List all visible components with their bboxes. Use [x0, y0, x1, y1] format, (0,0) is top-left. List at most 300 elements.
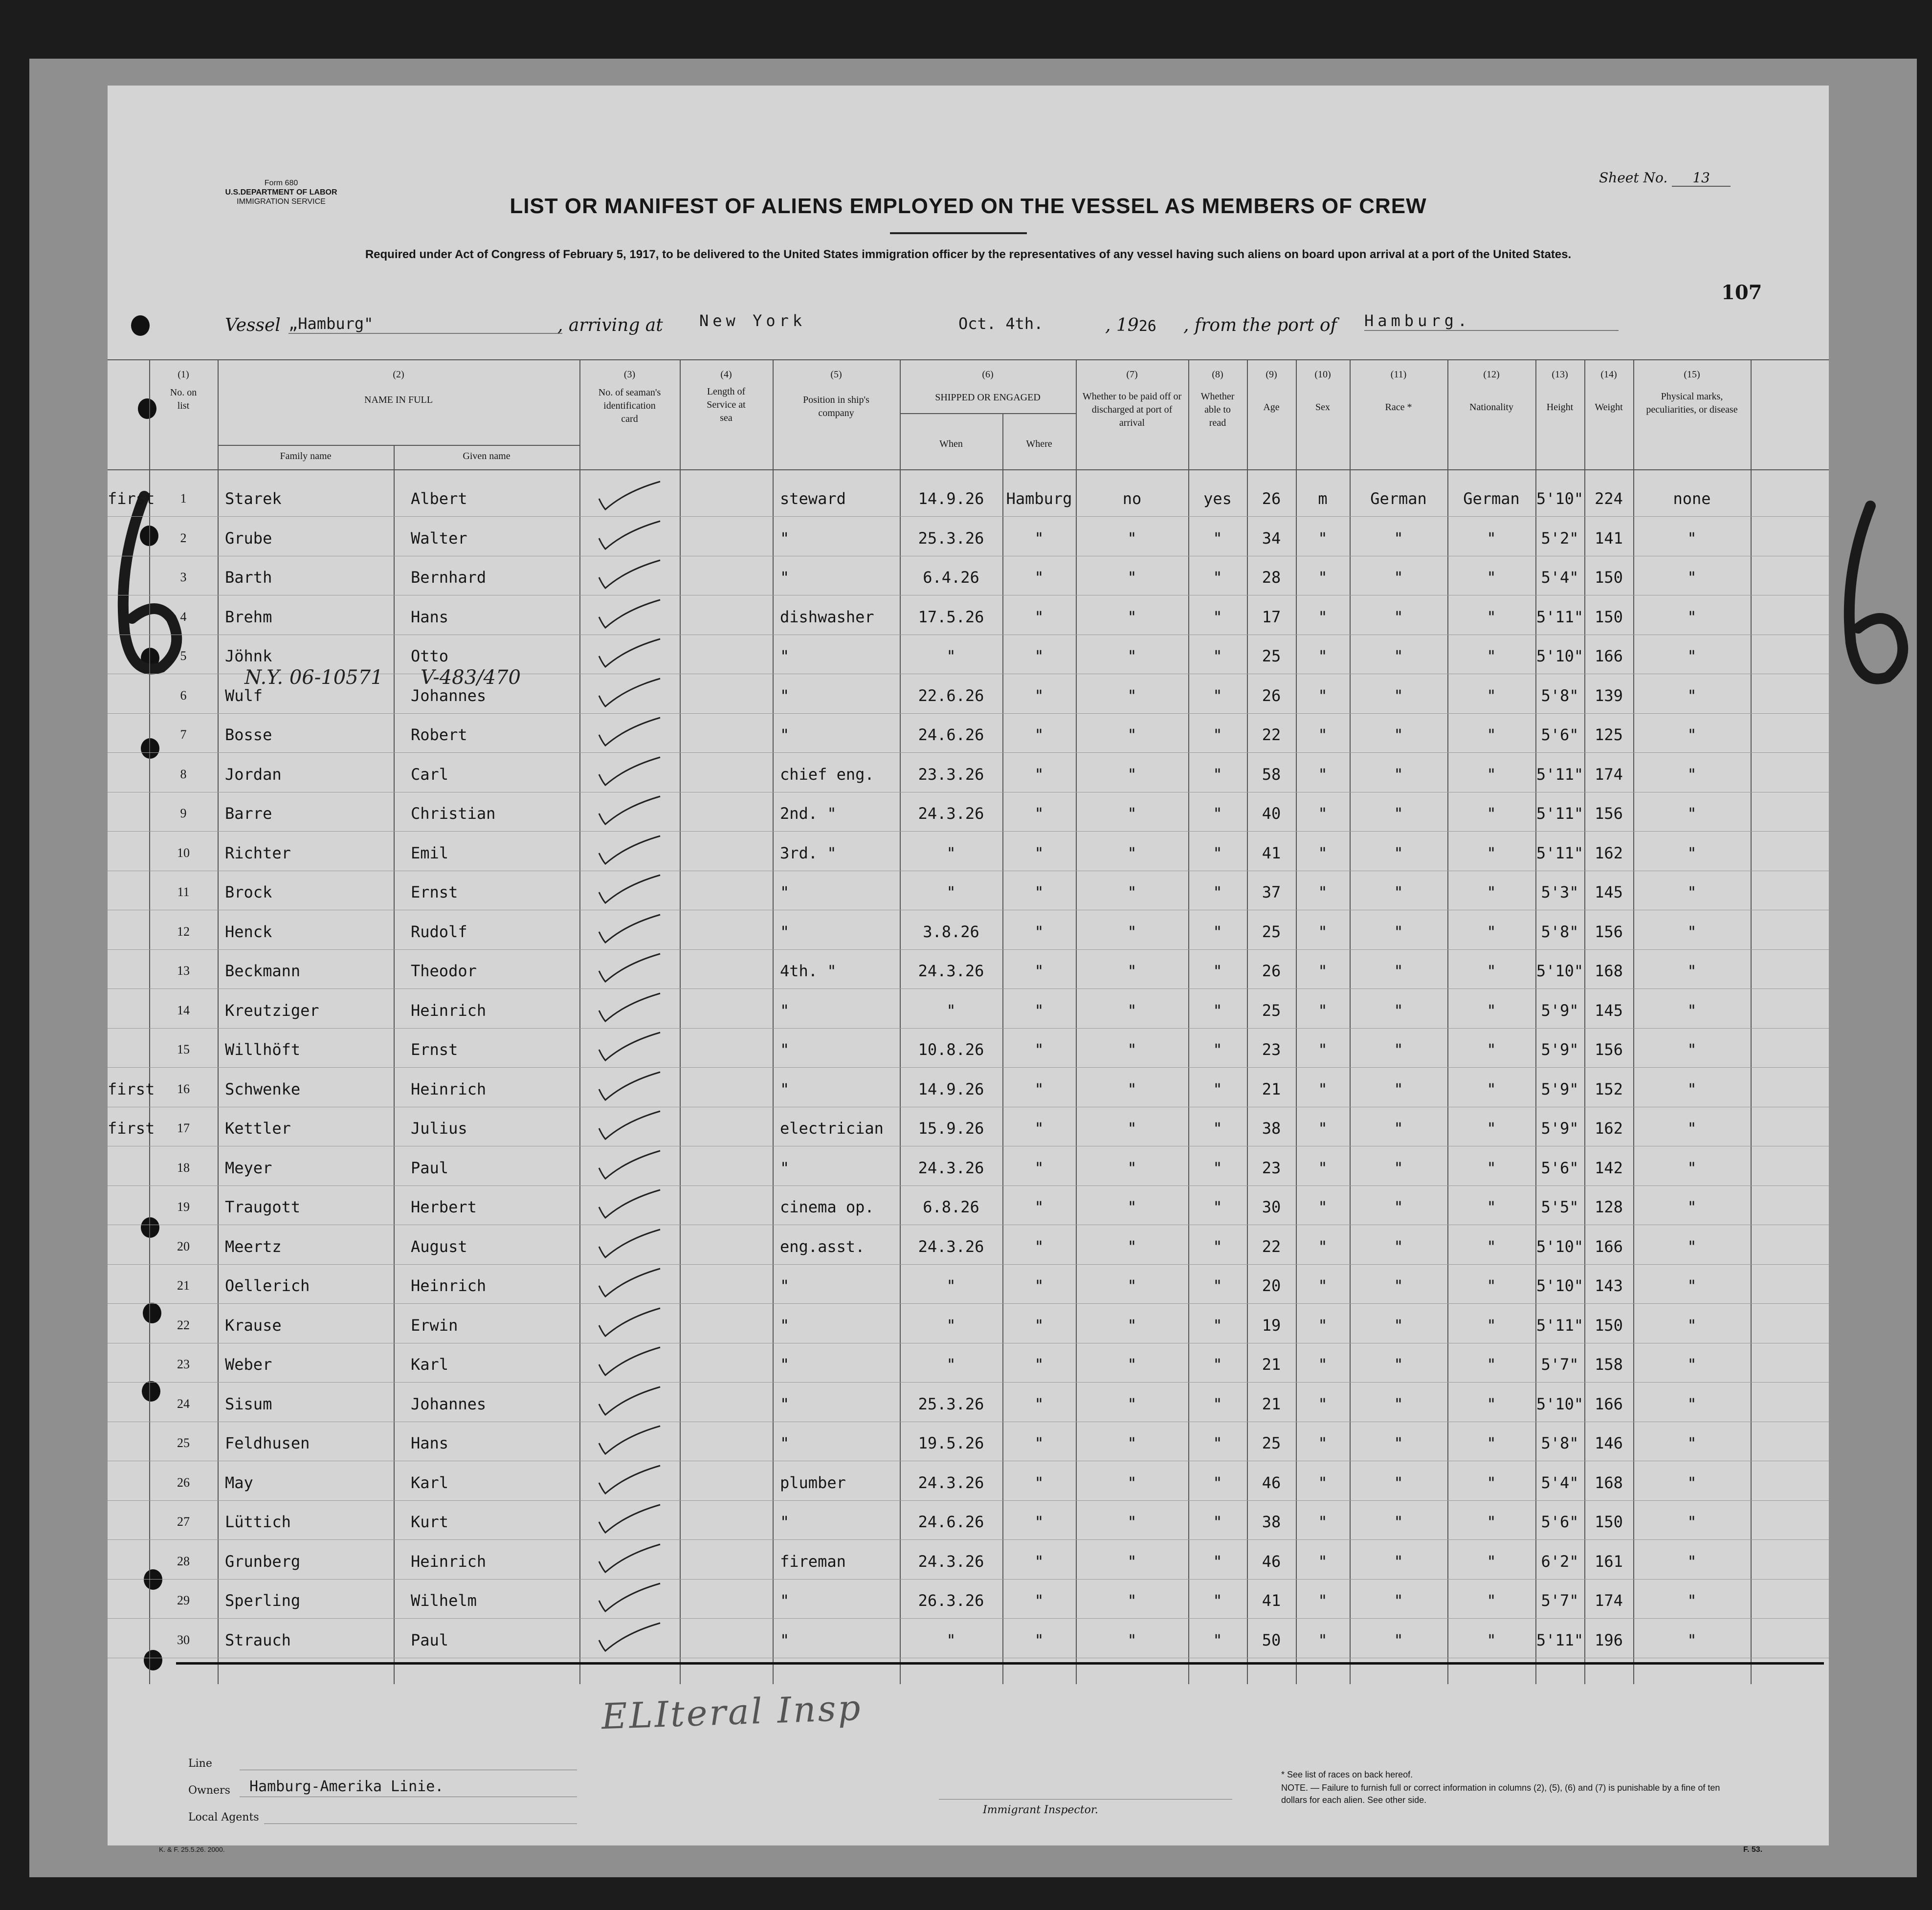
checkmark-icon — [597, 991, 650, 1020]
col-number: (4) — [720, 369, 732, 380]
weight: 150 — [1595, 1513, 1623, 1531]
col-label: Weight — [1595, 402, 1623, 413]
age: 37 — [1262, 883, 1281, 901]
row-rule — [108, 988, 1829, 989]
checkmark-icon — [597, 715, 650, 745]
checkmark-icon — [597, 1187, 650, 1217]
height: 5'10" — [1536, 647, 1584, 665]
shipped-where: " — [1034, 1237, 1044, 1256]
nationality: " — [1487, 1316, 1496, 1335]
weight: 139 — [1595, 686, 1623, 705]
title-underline — [890, 232, 1027, 234]
given-name: Herbert — [411, 1198, 477, 1216]
paid-off: " — [1127, 1630, 1137, 1649]
shipped-where: " — [1034, 607, 1044, 626]
able-to-read: " — [1213, 1552, 1222, 1571]
row-number: 17 — [177, 1121, 190, 1135]
race: " — [1394, 765, 1403, 784]
given-name: Rudolf — [411, 922, 467, 941]
height: 5'11" — [1536, 1630, 1584, 1649]
local-agents-label: Local Agents — [188, 1811, 259, 1823]
row-number: 18 — [177, 1160, 190, 1175]
sex: " — [1318, 804, 1328, 823]
col-number: (8) — [1212, 369, 1223, 380]
row-rule — [108, 1618, 1829, 1619]
position: " — [780, 725, 790, 744]
checkmark-icon — [597, 1424, 650, 1453]
able-to-read: " — [1213, 1040, 1222, 1059]
sex: " — [1318, 1591, 1328, 1610]
col-label: Nationality — [1469, 402, 1513, 413]
position: electrician — [780, 1119, 884, 1138]
race: " — [1394, 1001, 1403, 1020]
shipped-where: " — [1034, 1513, 1044, 1531]
from-port-label: , from the port of — [1183, 315, 1337, 335]
sex: " — [1318, 1394, 1328, 1413]
margin-note — [108, 799, 149, 828]
age: 21 — [1262, 1079, 1281, 1098]
weight: 166 — [1595, 1237, 1623, 1256]
physical-marks: none — [1673, 489, 1711, 508]
weight: 145 — [1595, 883, 1623, 901]
nationality: " — [1487, 1040, 1496, 1059]
sex: " — [1318, 528, 1328, 548]
weight: 166 — [1595, 1394, 1623, 1413]
nationality: " — [1487, 686, 1496, 705]
checkmark-icon — [597, 1109, 650, 1138]
vessel-name: „Hamburg" — [289, 314, 562, 334]
shipped-where: " — [1034, 1158, 1044, 1177]
given-name: Ernst — [411, 1040, 458, 1059]
col-number: (1) — [178, 369, 189, 380]
table-row — [108, 1192, 1829, 1222]
weight: 150 — [1595, 1316, 1623, 1335]
handwritten-card-note: V-483/470 — [421, 666, 521, 689]
table-row — [108, 484, 1829, 513]
margin-note — [108, 1192, 149, 1222]
race: " — [1394, 568, 1403, 587]
row-rule — [108, 752, 1829, 753]
position: " — [780, 1355, 790, 1374]
row-number: 9 — [180, 806, 187, 820]
given-name: Heinrich — [411, 1079, 487, 1098]
table-row — [108, 917, 1829, 946]
race: " — [1394, 922, 1403, 941]
race: " — [1394, 883, 1403, 901]
given-name: Paul — [411, 1630, 449, 1649]
able-to-read: " — [1213, 1473, 1222, 1492]
able-to-read: " — [1213, 922, 1222, 941]
age: 19 — [1262, 1316, 1281, 1335]
sex: " — [1318, 962, 1328, 980]
table-row — [108, 602, 1829, 632]
paid-off: " — [1127, 647, 1137, 665]
margin-note — [108, 838, 149, 868]
race: German — [1370, 489, 1427, 508]
checkmark-icon — [597, 1266, 650, 1295]
physical-marks: " — [1687, 1473, 1697, 1492]
given-name: Theodor — [411, 962, 477, 980]
given-name: Otto — [411, 647, 449, 665]
paid-off: " — [1127, 922, 1137, 941]
given-name: Bernhard — [411, 568, 487, 587]
checkmark-icon — [597, 794, 650, 823]
sex: " — [1318, 883, 1328, 901]
row-rule — [108, 949, 1829, 950]
family-name: Bosse — [225, 725, 272, 744]
sex: " — [1318, 725, 1328, 744]
sex: " — [1318, 686, 1328, 705]
row-number: 23 — [177, 1357, 190, 1371]
physical-marks: " — [1687, 607, 1697, 626]
given-name: Hans — [411, 1434, 449, 1452]
col-header-position — [773, 368, 900, 420]
race: " — [1394, 1198, 1403, 1216]
height: 5'9" — [1541, 1040, 1579, 1059]
able-to-read: yes — [1203, 489, 1232, 508]
margin-note — [108, 720, 149, 749]
table-row — [108, 1389, 1829, 1419]
height: 5'3" — [1541, 883, 1579, 901]
col-number: (12) — [1483, 369, 1500, 380]
margin-note — [108, 1389, 149, 1419]
shipped-when: 25.3.26 — [918, 1394, 984, 1413]
paid-off: " — [1127, 843, 1137, 862]
shipped-when: " — [946, 1001, 956, 1020]
col-label: NAME IN FULL — [364, 395, 433, 405]
col-header-length — [680, 368, 773, 425]
age: 38 — [1262, 1119, 1281, 1138]
age: 26 — [1262, 489, 1281, 508]
checkmark-icon — [597, 1148, 650, 1178]
height: 5'2" — [1541, 528, 1579, 548]
row-rule — [108, 1579, 1829, 1580]
race: " — [1394, 1552, 1403, 1571]
family-name: Starek — [225, 489, 282, 508]
table-row — [108, 524, 1829, 553]
weight: 145 — [1595, 1001, 1623, 1020]
race: " — [1394, 686, 1403, 705]
age: 46 — [1262, 1552, 1281, 1571]
able-to-read: " — [1213, 686, 1222, 705]
name-subheader-rule — [218, 445, 579, 446]
row-number: 21 — [177, 1278, 190, 1293]
given-name: Heinrich — [411, 1001, 487, 1020]
position: " — [780, 1079, 790, 1098]
weight: 143 — [1595, 1276, 1623, 1295]
sex: " — [1318, 607, 1328, 626]
col-label: Age — [1263, 402, 1280, 413]
race: " — [1394, 1079, 1403, 1098]
family-name: Meyer — [225, 1158, 272, 1177]
nationality: " — [1487, 1119, 1496, 1138]
weight: 146 — [1595, 1434, 1623, 1452]
sex: " — [1318, 1079, 1328, 1098]
sex: " — [1318, 1513, 1328, 1531]
height: 5'8" — [1541, 686, 1579, 705]
weight: 168 — [1595, 1473, 1623, 1492]
row-number: 15 — [177, 1042, 190, 1056]
table-row — [108, 996, 1829, 1025]
physical-marks: " — [1687, 883, 1697, 901]
position: " — [780, 1040, 790, 1059]
shipped-where: " — [1034, 962, 1044, 980]
age: 23 — [1262, 1158, 1281, 1177]
race: " — [1394, 1316, 1403, 1335]
margin-note — [108, 1232, 149, 1261]
able-to-read: " — [1213, 568, 1222, 587]
weight: 156 — [1595, 804, 1623, 823]
sex: m — [1318, 489, 1328, 508]
nationality: " — [1487, 568, 1496, 587]
shipped-when: 6.4.26 — [923, 568, 979, 587]
age: 58 — [1262, 765, 1281, 784]
shipped-when: 25.3.26 — [918, 528, 984, 548]
weight: 161 — [1595, 1552, 1623, 1571]
department-name: U.S.DEPARTMENT OF LABOR — [225, 188, 337, 197]
form-code: F. 53. — [1743, 1845, 1763, 1854]
physical-marks: " — [1687, 1434, 1697, 1452]
margin-note — [108, 1271, 149, 1300]
shipped-where: " — [1034, 1079, 1044, 1098]
col-number: (6) — [982, 369, 994, 380]
margin-note — [108, 1547, 149, 1576]
row-number: 24 — [177, 1396, 190, 1411]
row-rule — [108, 1028, 1829, 1029]
given-name: Heinrich — [411, 1552, 487, 1571]
nationality: German — [1463, 489, 1520, 508]
table-row — [108, 1153, 1829, 1183]
shipped-when: 24.3.26 — [918, 1473, 984, 1492]
paid-off: " — [1127, 1040, 1137, 1059]
family-name: May — [225, 1473, 253, 1492]
shipped-when: 15.9.26 — [918, 1119, 984, 1138]
able-to-read: " — [1213, 765, 1222, 784]
row-number: 28 — [177, 1554, 190, 1568]
physical-marks: " — [1687, 647, 1697, 665]
margin-note — [108, 760, 149, 789]
shipped-when: 23.3.26 — [918, 765, 984, 784]
race: " — [1394, 1158, 1403, 1177]
nationality: " — [1487, 1434, 1496, 1452]
sex: " — [1318, 1276, 1328, 1295]
checkmark-icon — [597, 951, 650, 981]
year-suffix: 26 — [1138, 318, 1156, 335]
paid-off: " — [1127, 765, 1137, 784]
race: " — [1394, 647, 1403, 665]
paid-off: " — [1127, 1473, 1137, 1492]
shipped-when: 22.6.26 — [918, 686, 984, 705]
family-name: Feldhusen — [225, 1434, 310, 1452]
shipped-when: " — [946, 647, 956, 665]
table-row — [108, 1035, 1829, 1064]
physical-marks: " — [1687, 725, 1697, 744]
paid-off: " — [1127, 1276, 1137, 1295]
shipped-where: " — [1034, 1473, 1044, 1492]
weight: 174 — [1595, 765, 1623, 784]
col-number: (13) — [1552, 369, 1568, 380]
nationality: " — [1487, 1079, 1496, 1098]
nationality: " — [1487, 1513, 1496, 1531]
given-name: Julius — [411, 1119, 467, 1138]
paid-off: " — [1127, 607, 1137, 626]
col-number: (9) — [1266, 369, 1277, 380]
able-to-read: " — [1213, 1158, 1222, 1177]
height: 5'5" — [1541, 1198, 1579, 1216]
sex: " — [1318, 1473, 1328, 1492]
shipped-where: " — [1034, 765, 1044, 784]
able-to-read: " — [1213, 1316, 1222, 1335]
row-rule — [108, 1382, 1829, 1383]
col-number: (15) — [1684, 369, 1700, 380]
physical-marks: " — [1687, 1513, 1697, 1531]
row-number: 29 — [177, 1593, 190, 1607]
race: " — [1394, 962, 1403, 980]
family-name: Sisum — [225, 1394, 272, 1413]
col-header-nationality — [1447, 368, 1535, 414]
height: 5'10" — [1536, 1276, 1584, 1295]
position: " — [780, 686, 790, 705]
able-to-read: " — [1213, 725, 1222, 744]
penalty-note: NOTE. — Failure to furnish full or correct information in columns (2), (5), (6) and (7) is punishable by a fine of ten dollars for each alien. See other side. — [1281, 1783, 1720, 1805]
paid-off: " — [1127, 1198, 1137, 1216]
col-number: (14) — [1600, 369, 1617, 380]
position: eng.asst. — [780, 1237, 865, 1256]
position: " — [780, 1158, 790, 1177]
shipped-when: 10.8.26 — [918, 1040, 984, 1059]
margin-note — [108, 602, 149, 632]
position: " — [780, 883, 790, 901]
table-row — [108, 838, 1829, 868]
checkmark-icon — [597, 519, 650, 548]
paid-off: " — [1127, 528, 1137, 548]
given-name: Carl — [411, 765, 449, 784]
shipped-where: Hamburg — [1006, 489, 1072, 508]
checkmark-icon — [597, 1463, 650, 1493]
row-number: 4 — [180, 609, 187, 624]
shipped-when: 6.8.26 — [923, 1198, 979, 1216]
sex: " — [1318, 1198, 1328, 1216]
race: " — [1394, 528, 1403, 548]
physical-marks: " — [1687, 1198, 1697, 1216]
shipped-when: " — [946, 1316, 956, 1335]
shipped-when: 24.3.26 — [918, 804, 984, 823]
paid-off: " — [1127, 1001, 1137, 1020]
height: 5'10" — [1536, 1237, 1584, 1256]
shipped-where: " — [1034, 883, 1044, 901]
row-number: 10 — [177, 845, 190, 860]
margin-note — [108, 1035, 149, 1064]
col-header-read — [1188, 368, 1247, 430]
nationality: " — [1487, 962, 1496, 980]
col-number: (5) — [830, 369, 842, 380]
family-name: Krause — [225, 1316, 282, 1335]
race: " — [1394, 1355, 1403, 1374]
col-header-no — [149, 368, 218, 413]
sex: " — [1318, 1434, 1328, 1452]
sex: " — [1318, 568, 1328, 587]
shipped-where: " — [1034, 1198, 1044, 1216]
weight: 162 — [1595, 843, 1623, 862]
row-number: 20 — [177, 1239, 190, 1253]
physical-marks: " — [1687, 528, 1697, 548]
row-number: 1 — [180, 491, 187, 505]
physical-marks: " — [1687, 1552, 1697, 1571]
shipped-where: " — [1034, 843, 1044, 862]
age: 22 — [1262, 1237, 1281, 1256]
weight: 174 — [1595, 1591, 1623, 1610]
col-label: Length of Service at sea — [707, 386, 746, 423]
sex: " — [1318, 1237, 1328, 1256]
checkmark-icon — [597, 1030, 650, 1059]
family-name: Kettler — [225, 1119, 291, 1138]
shipped-when: 19.5.26 — [918, 1434, 984, 1452]
col-header-race — [1350, 368, 1447, 414]
family-name: Brock — [225, 883, 272, 901]
race: " — [1394, 1394, 1403, 1413]
age: 25 — [1262, 1434, 1281, 1452]
age: 22 — [1262, 725, 1281, 744]
checkmark-icon — [597, 479, 650, 508]
col-label: Physical marks, peculiarities, or disease — [1646, 391, 1738, 415]
position: " — [780, 568, 790, 587]
age: 28 — [1262, 568, 1281, 587]
age: 25 — [1262, 922, 1281, 941]
height: 5'6" — [1541, 1513, 1579, 1531]
row-rule — [108, 1067, 1829, 1068]
nationality: " — [1487, 1552, 1496, 1571]
position: " — [780, 1434, 790, 1452]
paid-off: " — [1127, 1552, 1137, 1571]
age: 21 — [1262, 1394, 1281, 1413]
nationality: " — [1487, 647, 1496, 665]
shipped-when: 14.9.26 — [918, 1079, 984, 1098]
sex: " — [1318, 1316, 1328, 1335]
able-to-read: " — [1213, 962, 1222, 980]
row-number: 3 — [180, 570, 187, 584]
able-to-read: " — [1213, 607, 1222, 626]
shipped-when: 26.3.26 — [918, 1591, 984, 1610]
row-number: 8 — [180, 767, 187, 781]
arriving-label: , arriving at — [557, 315, 663, 335]
shipped-when: 24.3.26 — [918, 1552, 984, 1571]
col-header-where: Where — [1026, 439, 1052, 449]
position: " — [780, 1001, 790, 1020]
height: 5'11" — [1536, 804, 1584, 823]
shipped-subheader-rule — [900, 413, 1076, 414]
height: 5'8" — [1541, 922, 1579, 941]
margin-note — [108, 1428, 149, 1458]
family-name: Wulf — [225, 686, 263, 705]
table-row — [108, 799, 1829, 828]
col-label: Whether able to read — [1200, 391, 1235, 428]
sex: " — [1318, 1355, 1328, 1374]
nationality: " — [1487, 1001, 1496, 1020]
family-name: Barre — [225, 804, 272, 823]
able-to-read: " — [1213, 1119, 1222, 1138]
position: chief eng. — [780, 765, 874, 784]
weight: 158 — [1595, 1355, 1623, 1374]
checkmark-icon — [597, 1306, 650, 1335]
inspector-field — [939, 1799, 1232, 1800]
checkmark-icon — [597, 558, 650, 587]
weight: 142 — [1595, 1158, 1623, 1177]
margin-note — [108, 956, 149, 986]
table-row — [108, 1468, 1829, 1497]
table-header-rule — [108, 469, 1829, 470]
table-row — [108, 1507, 1829, 1537]
given-name: Ernst — [411, 883, 458, 901]
